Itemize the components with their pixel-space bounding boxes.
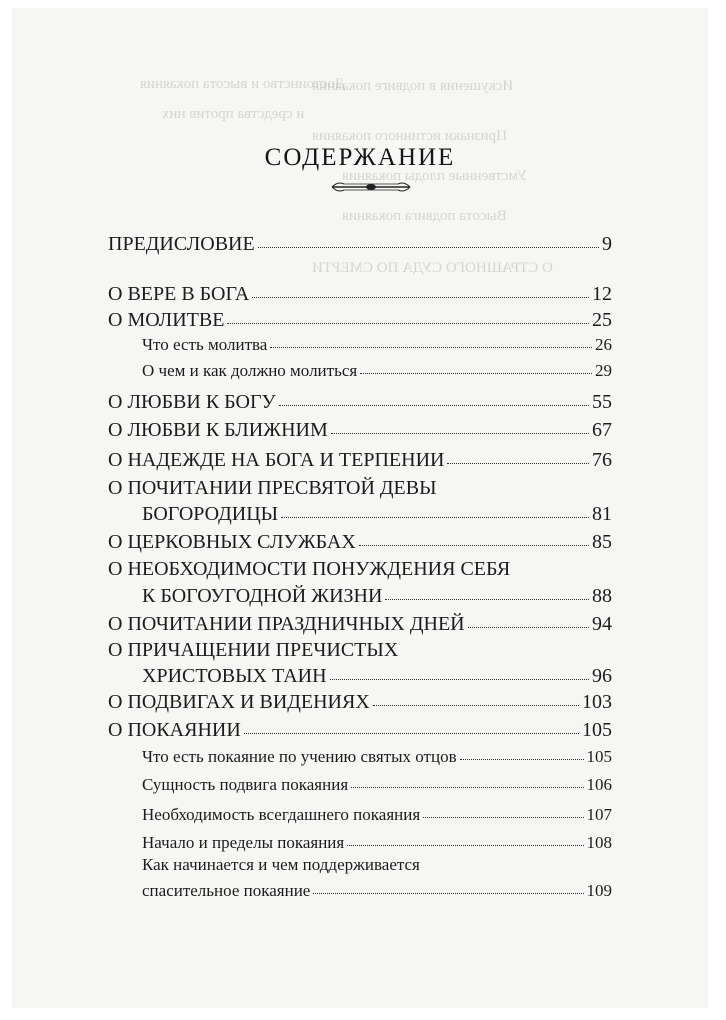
- toc-entry-title: Что есть молитва: [142, 335, 268, 354]
- toc-entry-page-number: 105: [586, 747, 612, 766]
- dot-leader: [423, 817, 583, 818]
- toc-entry-page-number: 108: [586, 833, 612, 852]
- ghost-line: Достоинство и высота покаяния: [140, 76, 346, 92]
- ghost-line: Высота подвига покаяния: [342, 208, 507, 224]
- toc-entry-title: О НАДЕЖДЕ НА БОГА И ТЕРПЕНИИ: [108, 449, 445, 471]
- dot-leader: [279, 405, 589, 406]
- toc-entry-page-number: 94: [592, 613, 612, 635]
- toc-entry-page-number: 105: [582, 719, 612, 741]
- dot-leader: [281, 517, 589, 518]
- toc-entry-title: ПРЕДИСЛОВИЕ: [108, 233, 255, 255]
- toc-entry-page-number: 76: [592, 449, 612, 471]
- toc-entry-title: О ПОДВИГАХ И ВИДЕНИЯХ: [108, 691, 370, 713]
- dot-leader: [351, 787, 583, 788]
- page-title: СОДЕРЖАНИЕ: [264, 144, 456, 171]
- toc-entry-title: ХРИСТОВЫХ ТАИН: [142, 665, 327, 687]
- dot-leader: [447, 463, 589, 464]
- toc-entry-title: БОГОРОДИЦЫ: [142, 503, 279, 525]
- toc-entry-page-number: 81: [592, 503, 612, 525]
- toc-entry-page-number: 25: [592, 309, 612, 331]
- toc-entry-title: О МОЛИТВЕ: [108, 309, 225, 331]
- toc-entry-title: О ЛЮБВИ К БОГУ: [108, 391, 276, 413]
- dot-leader: [330, 679, 589, 680]
- dot-leader: [331, 433, 589, 434]
- toc-entry-page-number: 29: [595, 361, 612, 380]
- toc-entry-page-number: 9: [602, 233, 612, 255]
- toc-entry-page-number: 55: [592, 391, 612, 413]
- toc-entry-page-number: 88: [592, 585, 612, 607]
- toc-entry-title: К БОГОУГОДНОЙ ЖИЗНИ: [142, 585, 383, 607]
- dot-leader: [347, 845, 583, 846]
- toc-entry-title: Начало и пределы покаяния: [142, 833, 345, 852]
- toc-entry-page-number: 85: [592, 531, 612, 553]
- dot-leader: [252, 297, 589, 298]
- toc-entry-page-number: 26: [595, 335, 612, 354]
- ornament-icon: [330, 180, 412, 194]
- toc-entry-title: Что есть покаяние по учению святых отцов: [142, 747, 457, 766]
- dot-leader: [359, 545, 589, 546]
- dot-leader: [460, 759, 584, 760]
- dot-leader: [244, 733, 579, 734]
- dot-leader: [258, 247, 599, 248]
- ghost-line: Искушения в подвиге покаяния: [312, 78, 514, 94]
- toc-entry-title: О ВЕРЕ В БОГА: [108, 283, 250, 305]
- ghost-line: и средства против них: [162, 106, 305, 122]
- toc-entry-title: спасительное покаяние: [142, 881, 311, 900]
- dot-leader: [227, 323, 589, 324]
- dot-leader: [360, 373, 592, 374]
- dot-leader: [313, 893, 583, 894]
- toc-entry-title: О ЛЮБВИ К БЛИЖНИМ: [108, 419, 328, 441]
- ghost-line: Умственные плоды покаяния: [342, 168, 528, 184]
- toc-entry-page-number: 109: [586, 881, 612, 900]
- toc-entry-title: О ПОКАЯНИИ: [108, 719, 241, 741]
- toc-entry-page-number: 96: [592, 665, 612, 687]
- toc-entry-title-line1: Как начинается и чем поддерживается: [142, 855, 420, 874]
- ghost-line: Признаки истинного покаяния: [312, 128, 507, 144]
- toc-entry-page-number: 12: [592, 283, 612, 305]
- toc-entry-page-number: 67: [592, 419, 612, 441]
- dot-leader: [270, 347, 592, 348]
- toc-entry-title: О чем и как должно молиться: [142, 361, 358, 380]
- dot-leader: [373, 705, 579, 706]
- toc-entry-title: Сущность подвига покаяния: [142, 775, 349, 794]
- toc-entry-title: О ПОЧИТАНИИ ПРАЗДНИЧНЫХ ДНЕЙ: [108, 613, 465, 635]
- toc-entry-page-number: 106: [586, 775, 612, 794]
- toc-entry-title-line1: О ПРИЧАЩЕНИИ ПРЕЧИСТЫХ: [108, 639, 399, 661]
- dot-leader: [385, 599, 589, 600]
- toc-entry-title: Необходимость всегдашнего покаяния: [142, 805, 421, 824]
- ghost-line: О СТРАШНОГО СУДА ПО СМЕРТИ: [312, 260, 553, 276]
- toc-entry-title: О ЦЕРКОВНЫХ СЛУЖБАХ: [108, 531, 356, 553]
- toc-entry-page-number: 107: [586, 805, 612, 824]
- toc-entry-title-line1: О ПОЧИТАНИИ ПРЕСВЯТОЙ ДЕВЫ: [108, 477, 437, 499]
- dot-leader: [468, 627, 589, 628]
- book-page: [12, 8, 708, 1008]
- toc-entry-page-number: 103: [582, 691, 612, 713]
- toc-entry-title-line1: О НЕОБХОДИМОСТИ ПОНУЖДЕНИЯ СЕБЯ: [108, 558, 511, 580]
